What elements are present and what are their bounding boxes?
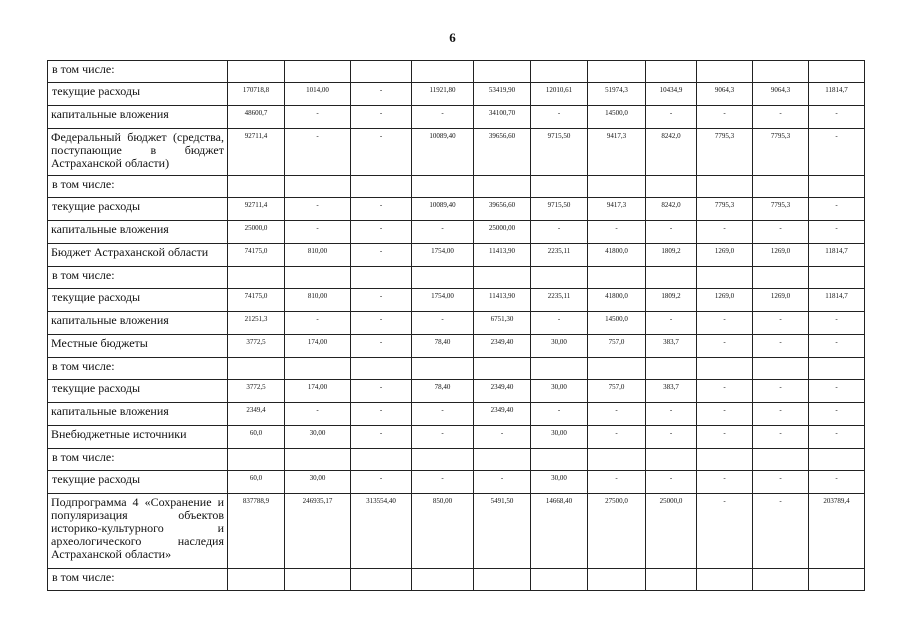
row-label: Подпрограмма 4 «Сохранение и популяризация объектов историко-культурного и археологического наследия Астраханской области» <box>48 494 228 569</box>
value-cell: - <box>588 403 646 426</box>
value-cell: 34100,70 <box>474 106 531 129</box>
value-cell: 383,7 <box>646 380 697 403</box>
row-label: в том числе: <box>48 267 228 289</box>
value-cell: - <box>646 312 697 335</box>
value-cell <box>809 176 865 198</box>
value-cell: - <box>753 221 809 244</box>
value-cell <box>697 358 753 380</box>
value-cell <box>228 358 285 380</box>
value-cell: 14500,0 <box>588 312 646 335</box>
value-cell <box>412 176 474 198</box>
table-row <box>48 244 865 267</box>
value-cell <box>809 449 865 471</box>
row-label: в том числе: <box>48 176 228 198</box>
row-label: текущие расходы <box>48 289 228 312</box>
value-cell: 53419,90 <box>474 83 531 106</box>
value-cell <box>228 61 285 83</box>
value-cell <box>588 267 646 289</box>
value-cell: 11921,80 <box>412 83 474 106</box>
value-cell: 2235,11 <box>531 244 588 267</box>
row-label: капитальные вложения <box>48 403 228 426</box>
value-cell <box>351 569 412 591</box>
value-cell: - <box>588 471 646 494</box>
value-cell <box>646 449 697 471</box>
value-cell: 203789,4 <box>809 494 865 569</box>
value-cell <box>697 176 753 198</box>
table-row <box>48 129 865 176</box>
value-cell: 60,0 <box>228 426 285 449</box>
value-cell: 9715,50 <box>531 198 588 221</box>
value-cell: 7795,3 <box>697 198 753 221</box>
table-row <box>48 426 865 449</box>
value-cell: 39656,60 <box>474 129 531 176</box>
value-cell: - <box>351 335 412 358</box>
value-cell: - <box>809 335 865 358</box>
value-cell <box>412 569 474 591</box>
value-cell: - <box>351 312 412 335</box>
value-cell: 11814,7 <box>809 244 865 267</box>
row-label: текущие расходы <box>48 471 228 494</box>
table-row <box>48 289 865 312</box>
value-cell: - <box>351 221 412 244</box>
value-cell: 9417,3 <box>588 129 646 176</box>
value-cell: 383,7 <box>646 335 697 358</box>
value-cell <box>531 267 588 289</box>
value-cell: 313554,40 <box>351 494 412 569</box>
value-cell <box>646 569 697 591</box>
value-cell <box>697 569 753 591</box>
row-label: в том числе: <box>48 449 228 471</box>
value-cell: 2235,11 <box>531 289 588 312</box>
value-cell: 9064,3 <box>697 83 753 106</box>
value-cell: 11814,7 <box>809 83 865 106</box>
value-cell: - <box>809 221 865 244</box>
value-cell: 39656,60 <box>474 198 531 221</box>
value-cell: 810,00 <box>285 289 351 312</box>
value-cell <box>809 358 865 380</box>
value-cell <box>531 358 588 380</box>
value-cell: 9715,50 <box>531 129 588 176</box>
value-cell: - <box>351 83 412 106</box>
value-cell: 837788,9 <box>228 494 285 569</box>
value-cell: - <box>697 312 753 335</box>
value-cell: - <box>697 380 753 403</box>
budget-table <box>47 60 865 591</box>
value-cell <box>753 61 809 83</box>
value-cell <box>646 61 697 83</box>
table-row <box>48 335 865 358</box>
value-cell: 60,0 <box>228 471 285 494</box>
value-cell <box>474 358 531 380</box>
table-row <box>48 449 865 471</box>
value-cell <box>753 358 809 380</box>
value-cell: 30,00 <box>531 380 588 403</box>
value-cell <box>285 176 351 198</box>
value-cell: - <box>351 426 412 449</box>
value-cell: 30,00 <box>531 426 588 449</box>
row-label: текущие расходы <box>48 198 228 221</box>
value-cell: - <box>646 426 697 449</box>
value-cell <box>588 569 646 591</box>
value-cell <box>646 358 697 380</box>
table-row <box>48 494 865 569</box>
value-cell: 1269,0 <box>753 289 809 312</box>
value-cell <box>351 449 412 471</box>
value-cell <box>809 569 865 591</box>
value-cell: - <box>412 471 474 494</box>
value-cell: - <box>697 335 753 358</box>
value-cell: - <box>285 106 351 129</box>
value-cell: - <box>646 403 697 426</box>
value-cell: 9064,3 <box>753 83 809 106</box>
value-cell: 48600,7 <box>228 106 285 129</box>
value-cell: - <box>697 106 753 129</box>
value-cell: 757,0 <box>588 380 646 403</box>
value-cell: 25000,0 <box>228 221 285 244</box>
value-cell: 9417,3 <box>588 198 646 221</box>
value-cell: - <box>351 198 412 221</box>
value-cell: - <box>412 426 474 449</box>
value-cell: 25000,0 <box>646 494 697 569</box>
value-cell: - <box>753 312 809 335</box>
value-cell <box>474 569 531 591</box>
value-cell: 92711,4 <box>228 129 285 176</box>
value-cell: 21251,3 <box>228 312 285 335</box>
value-cell <box>753 449 809 471</box>
value-cell: - <box>753 426 809 449</box>
value-cell: - <box>351 380 412 403</box>
value-cell: 2349,40 <box>474 403 531 426</box>
value-cell: - <box>588 221 646 244</box>
value-cell: 170718,8 <box>228 83 285 106</box>
value-cell: 810,00 <box>285 244 351 267</box>
value-cell <box>474 267 531 289</box>
row-label: капитальные вложения <box>48 106 228 129</box>
value-cell: - <box>753 403 809 426</box>
value-cell: - <box>351 289 412 312</box>
value-cell: - <box>412 312 474 335</box>
value-cell: - <box>809 403 865 426</box>
value-cell <box>531 176 588 198</box>
value-cell: 10434,9 <box>646 83 697 106</box>
value-cell: 174,00 <box>285 380 351 403</box>
row-label: Местные бюджеты <box>48 335 228 358</box>
value-cell: - <box>753 380 809 403</box>
value-cell: 1269,0 <box>697 244 753 267</box>
value-cell <box>531 61 588 83</box>
row-label: Федеральный бюджет (средства, поступающие в бюджет Астраханской области) <box>48 129 228 176</box>
value-cell <box>285 358 351 380</box>
value-cell <box>351 267 412 289</box>
value-cell: 30,00 <box>285 426 351 449</box>
value-cell: - <box>285 221 351 244</box>
value-cell: - <box>809 471 865 494</box>
value-cell: 30,00 <box>531 335 588 358</box>
value-cell: 3772,5 <box>228 380 285 403</box>
value-cell: - <box>351 244 412 267</box>
value-cell: - <box>531 403 588 426</box>
value-cell: 246935,17 <box>285 494 351 569</box>
value-cell: 850,00 <box>412 494 474 569</box>
value-cell <box>285 449 351 471</box>
table-row <box>48 106 865 129</box>
value-cell: 30,00 <box>531 471 588 494</box>
value-cell <box>753 569 809 591</box>
value-cell <box>531 569 588 591</box>
value-cell: 92711,4 <box>228 198 285 221</box>
value-cell: 14668,40 <box>531 494 588 569</box>
table-row <box>48 569 865 591</box>
value-cell: 51974,3 <box>588 83 646 106</box>
value-cell <box>588 449 646 471</box>
table-row <box>48 83 865 106</box>
value-cell: 8242,0 <box>646 198 697 221</box>
value-cell: 2349,40 <box>474 380 531 403</box>
value-cell: - <box>531 106 588 129</box>
value-cell <box>351 61 412 83</box>
value-cell: 757,0 <box>588 335 646 358</box>
value-cell <box>588 61 646 83</box>
value-cell <box>809 61 865 83</box>
table-row <box>48 61 865 83</box>
value-cell: - <box>412 221 474 244</box>
value-cell: 1809,2 <box>646 244 697 267</box>
value-cell: - <box>646 471 697 494</box>
value-cell <box>753 267 809 289</box>
value-cell: - <box>809 106 865 129</box>
value-cell: 5491,50 <box>474 494 531 569</box>
value-cell: 78,40 <box>412 335 474 358</box>
value-cell: - <box>809 426 865 449</box>
value-cell: 7795,3 <box>697 129 753 176</box>
row-label: Бюджет Астраханской области <box>48 244 228 267</box>
table-row <box>48 267 865 289</box>
table-row <box>48 176 865 198</box>
value-cell: 1754,00 <box>412 289 474 312</box>
table-row <box>48 312 865 335</box>
value-cell: 11814,7 <box>809 289 865 312</box>
row-label: в том числе: <box>48 358 228 380</box>
table-row <box>48 198 865 221</box>
value-cell: 11413,90 <box>474 244 531 267</box>
value-cell: 74175,0 <box>228 244 285 267</box>
value-cell: - <box>474 471 531 494</box>
value-cell: - <box>697 403 753 426</box>
value-cell: - <box>412 403 474 426</box>
value-cell: 41800,0 <box>588 289 646 312</box>
value-cell: 27500,0 <box>588 494 646 569</box>
value-cell <box>588 176 646 198</box>
value-cell <box>228 569 285 591</box>
row-label: Внебюджетные источники <box>48 426 228 449</box>
value-cell: 10089,40 <box>412 198 474 221</box>
value-cell: - <box>753 471 809 494</box>
value-cell: 1269,0 <box>697 289 753 312</box>
value-cell: - <box>809 198 865 221</box>
value-cell: - <box>351 471 412 494</box>
value-cell <box>228 267 285 289</box>
value-cell <box>228 176 285 198</box>
value-cell: - <box>697 494 753 569</box>
value-cell: 12010,61 <box>531 83 588 106</box>
value-cell <box>285 267 351 289</box>
value-cell: - <box>531 221 588 244</box>
value-cell: - <box>351 403 412 426</box>
value-cell: 41800,0 <box>588 244 646 267</box>
value-cell <box>697 267 753 289</box>
row-label: капитальные вложения <box>48 221 228 244</box>
value-cell: 74175,0 <box>228 289 285 312</box>
value-cell: - <box>809 129 865 176</box>
value-cell: - <box>646 106 697 129</box>
value-cell: - <box>285 312 351 335</box>
value-cell: 25000,00 <box>474 221 531 244</box>
value-cell <box>351 358 412 380</box>
value-cell: 8242,0 <box>646 129 697 176</box>
value-cell: 1754,00 <box>412 244 474 267</box>
value-cell: 78,40 <box>412 380 474 403</box>
value-cell: - <box>753 335 809 358</box>
value-cell: - <box>285 403 351 426</box>
value-cell: 2349,40 <box>474 335 531 358</box>
table-row <box>48 358 865 380</box>
page-number: 6 <box>449 30 456 45</box>
value-cell: 14500,0 <box>588 106 646 129</box>
value-cell: - <box>474 426 531 449</box>
value-cell <box>412 267 474 289</box>
value-cell: 30,00 <box>285 471 351 494</box>
row-label: капитальные вложения <box>48 312 228 335</box>
value-cell: 7795,3 <box>753 129 809 176</box>
value-cell <box>697 449 753 471</box>
value-cell: 1809,2 <box>646 289 697 312</box>
value-cell <box>351 176 412 198</box>
table-row <box>48 403 865 426</box>
value-cell: - <box>697 426 753 449</box>
value-cell: - <box>809 380 865 403</box>
value-cell: - <box>588 426 646 449</box>
value-cell: 7795,3 <box>753 198 809 221</box>
value-cell <box>412 449 474 471</box>
table-row <box>48 471 865 494</box>
table-row <box>48 380 865 403</box>
value-cell <box>412 61 474 83</box>
row-label: в том числе: <box>48 61 228 83</box>
row-label: текущие расходы <box>48 380 228 403</box>
value-cell <box>474 176 531 198</box>
row-label: текущие расходы <box>48 83 228 106</box>
value-cell <box>697 61 753 83</box>
value-cell: 11413,90 <box>474 289 531 312</box>
value-cell: 10089,40 <box>412 129 474 176</box>
table-row <box>48 221 865 244</box>
value-cell: - <box>697 471 753 494</box>
value-cell: - <box>809 312 865 335</box>
value-cell: 6751,30 <box>474 312 531 335</box>
value-cell: 1269,0 <box>753 244 809 267</box>
value-cell <box>285 61 351 83</box>
value-cell <box>474 61 531 83</box>
value-cell <box>588 358 646 380</box>
value-cell <box>412 358 474 380</box>
value-cell <box>531 449 588 471</box>
value-cell: - <box>697 221 753 244</box>
row-label: в том числе: <box>48 569 228 591</box>
value-cell: 1014,00 <box>285 83 351 106</box>
value-cell: - <box>285 198 351 221</box>
value-cell <box>646 267 697 289</box>
value-cell <box>753 176 809 198</box>
value-cell <box>228 449 285 471</box>
value-cell: 2349,4 <box>228 403 285 426</box>
value-cell: - <box>351 106 412 129</box>
value-cell: - <box>753 106 809 129</box>
value-cell: - <box>412 106 474 129</box>
value-cell <box>809 267 865 289</box>
value-cell: - <box>646 221 697 244</box>
value-cell: 174,00 <box>285 335 351 358</box>
value-cell: - <box>531 312 588 335</box>
value-cell: - <box>351 129 412 176</box>
value-cell <box>474 449 531 471</box>
value-cell: - <box>753 494 809 569</box>
value-cell: 3772,5 <box>228 335 285 358</box>
value-cell: - <box>285 129 351 176</box>
value-cell <box>285 569 351 591</box>
value-cell <box>646 176 697 198</box>
